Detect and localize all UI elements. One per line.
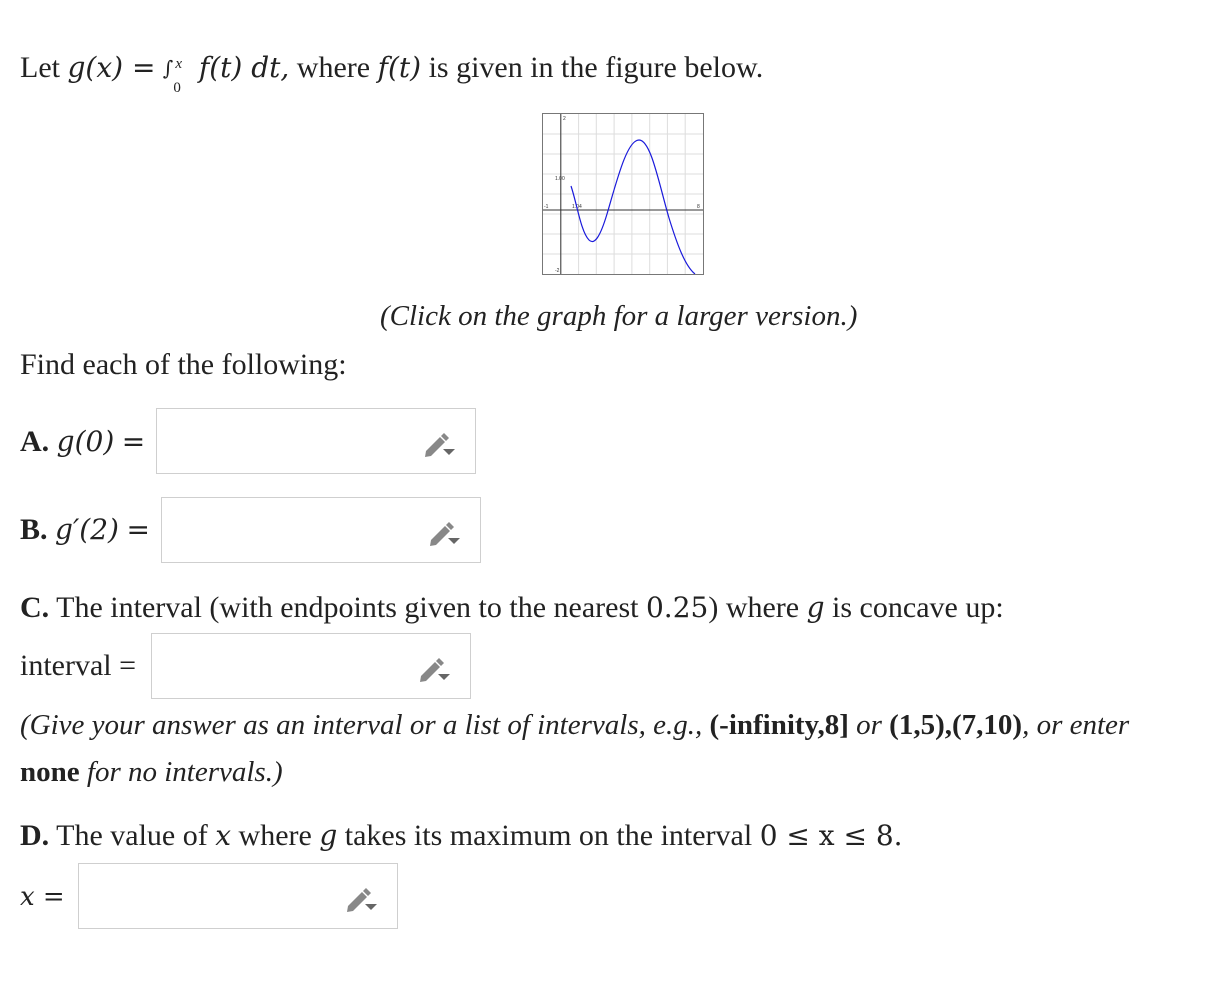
graph-grid bbox=[543, 114, 703, 274]
integral-upper-limit: x bbox=[175, 56, 183, 73]
question-a-expression: g(0) bbox=[56, 425, 115, 458]
f-of-t: f(t) bbox=[377, 51, 422, 84]
function-graph bbox=[543, 114, 703, 274]
pencil-dropdown-icon[interactable] bbox=[421, 429, 457, 459]
question-d-text-3: takes its maximum on the interval bbox=[344, 819, 753, 852]
integrand: f(t) dt, bbox=[198, 51, 290, 84]
answer-a-input[interactable] bbox=[157, 409, 431, 473]
answer-c-field[interactable] bbox=[151, 633, 471, 699]
question-c-help-line-1 bbox=[20, 707, 1129, 743]
answer-d-input[interactable] bbox=[79, 864, 353, 928]
question-b-letter: B. bbox=[20, 513, 48, 546]
question-c-text-1: The interval (with endpoints given to the nearest bbox=[56, 591, 639, 624]
answer-b-input[interactable] bbox=[162, 498, 436, 562]
question-d-text-2: where bbox=[238, 819, 312, 852]
integral-sign: ∫ bbox=[162, 56, 174, 80]
graph-caption: (Click on the graph for a larger version.) bbox=[380, 300, 858, 332]
pencil-dropdown-icon[interactable] bbox=[343, 884, 379, 914]
question-c-text bbox=[20, 590, 1004, 626]
integral-limits bbox=[173, 56, 191, 97]
question-d-g: g bbox=[319, 819, 338, 852]
tick-label-y-one: 1.00 bbox=[555, 176, 565, 182]
intro-let: Let bbox=[20, 51, 60, 84]
question-d-field-label: x = bbox=[20, 882, 65, 912]
tick-label-x-right: 8 bbox=[697, 204, 700, 210]
question-c-example-1: (-infinity,8] bbox=[709, 709, 849, 741]
intro-line bbox=[20, 50, 764, 97]
question-c-help-or: or bbox=[856, 709, 882, 741]
question-d-letter: D. bbox=[20, 819, 50, 852]
tick-label-y-top: 2 bbox=[563, 116, 566, 122]
answer-c-input[interactable] bbox=[152, 634, 426, 698]
question-c-text-2: ) where bbox=[708, 591, 800, 624]
intro-tail: is given in the figure below. bbox=[428, 51, 764, 84]
question-c-help-line-2 bbox=[20, 754, 283, 790]
question-a-equals: = bbox=[121, 425, 146, 458]
question-a-letter: A. bbox=[20, 425, 50, 458]
question-c-none-word: none bbox=[20, 756, 80, 788]
answer-d-field[interactable] bbox=[78, 863, 398, 929]
tick-label-x-one: 1.04 bbox=[572, 204, 582, 210]
question-c-field-label: interval = bbox=[20, 649, 137, 682]
pencil-dropdown-icon[interactable] bbox=[426, 518, 462, 548]
question-b-equals: = bbox=[126, 513, 150, 546]
prompt-text: Find each of the following: bbox=[20, 348, 347, 381]
tick-label-y-bottom: -2 bbox=[555, 268, 560, 274]
question-a-label bbox=[20, 424, 145, 460]
question-d-x: x bbox=[215, 819, 232, 852]
pencil-dropdown-icon[interactable] bbox=[416, 654, 452, 684]
question-c-text-3: is concave up: bbox=[832, 591, 1004, 624]
integral-lower-limit: 0 bbox=[173, 80, 181, 97]
question-c-help-2: , or enter bbox=[1022, 709, 1130, 741]
question-c-example-2: (1,5),(7,10) bbox=[889, 709, 1023, 741]
question-d-interval: 0 ≤ x ≤ 8. bbox=[759, 819, 903, 852]
function-graph-thumbnail[interactable] bbox=[542, 113, 704, 275]
question-c-help-1: (Give your answer as an interval or a list of intervals, e.g., bbox=[20, 709, 703, 741]
g-definition: g(x) = bbox=[67, 51, 156, 84]
question-b-label bbox=[20, 512, 150, 548]
question-c-letter: C. bbox=[20, 591, 50, 624]
answer-b-field[interactable] bbox=[161, 497, 481, 563]
question-d-text-1: The value of bbox=[56, 819, 208, 852]
question-b-expression: g′(2) bbox=[55, 513, 119, 546]
question-d-text bbox=[20, 818, 903, 854]
tick-label-x-left: -1 bbox=[544, 204, 549, 210]
question-c-help-3: for no intervals.) bbox=[86, 756, 283, 788]
question-c-g: g bbox=[806, 591, 825, 624]
intro-where: where bbox=[296, 51, 371, 84]
answer-a-field[interactable] bbox=[156, 408, 476, 474]
question-c-nearest: 0.25 bbox=[645, 591, 709, 624]
